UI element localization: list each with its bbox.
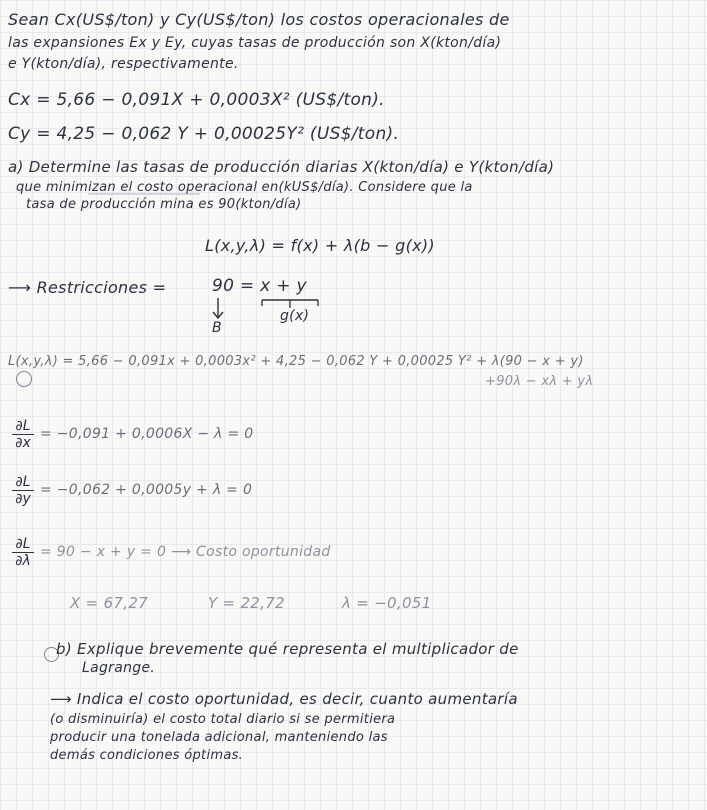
result-lambda: λ = −0,051 — [342, 594, 432, 612]
full-lagrangian-line-2: +90λ − xλ + yλ — [485, 374, 594, 389]
partial-lambda-equation: = 90 − x + y = 0 ⟶ Costo oportunidad — [40, 544, 331, 560]
down-arrow-stroke — [213, 298, 223, 318]
answer-b-line-4: demás condiciones óptimas. — [50, 748, 244, 763]
partial-x-denominator: ∂x — [15, 435, 31, 451]
constraint-g-label: g(x) — [280, 308, 310, 324]
part-a-line-2: que minimizan el costo operacional en(kUS$/día). Considere que la — [16, 180, 473, 195]
answer-b-line-3: producir una tonelada adicional, manteniendo las — [50, 730, 388, 745]
part-a-line-3: tasa de producción mina es 90(kton/día) — [26, 197, 302, 212]
constraints-label: ⟶ Restricciones = — [8, 278, 167, 297]
partial-y-numerator: ∂L — [12, 474, 34, 491]
lagrangian-general: L(x,y,λ) = f(x) + λ(b − g(x)) — [205, 236, 435, 255]
brace-stroke — [262, 300, 318, 308]
constraint-b-label: B — [212, 320, 222, 336]
intro-line-1: Sean Cx(US$/ton) y Cy(US$/ton) los costos operacionales de — [8, 10, 510, 29]
constraint-expression: 90 = x + y — [212, 276, 307, 296]
answer-b-line-1: ⟶ Indica el costo oportunidad, es decir, cuanto aumentaría — [50, 690, 518, 708]
partial-lambda-numerator: ∂L — [12, 536, 34, 553]
part-b-line-2: Lagrange. — [82, 660, 156, 676]
partial-y-denominator: ∂y — [15, 491, 31, 507]
cost-equation-y: Cy = 4,25 − 0,062 Y + 0,00025Y² (US$/ton). — [8, 124, 400, 144]
part-b-line-1: b) Explique brevemente qué representa el multiplicador de — [56, 640, 519, 658]
result-x: X = 67,27 — [70, 594, 149, 612]
answer-b-line-2: (o disminuiría) el costo total diario si se permitiera — [50, 712, 396, 727]
cost-equation-x: Cx = 5,66 − 0,091X + 0,0003X² (US$/ton). — [8, 90, 385, 110]
partial-y-equation: = −0,062 + 0,0005y + λ = 0 — [40, 482, 253, 498]
full-lagrangian-line-1: L(x,y,λ) = 5,66 − 0,091x + 0,0003x² + 4,25 − 0,062 Y + 0,00025 Y² + λ(90 − x + y) — [8, 354, 584, 369]
partial-x-numerator: ∂L — [12, 418, 34, 435]
intro-line-3: e Y(kton/día), respectivamente. — [8, 56, 239, 72]
result-y: Y = 22,72 — [208, 594, 285, 612]
partial-x-equation: = −0,091 + 0,0006X − λ = 0 — [40, 426, 254, 442]
intro-line-2: las expansiones Ex y Ey, cuyas tasas de producción son X(kton/día) — [8, 35, 502, 51]
part-a-line-1: a) Determine las tasas de producción diarias X(kton/día) e Y(kton/día) — [8, 158, 555, 176]
partial-lambda-denominator: ∂λ — [15, 553, 31, 569]
